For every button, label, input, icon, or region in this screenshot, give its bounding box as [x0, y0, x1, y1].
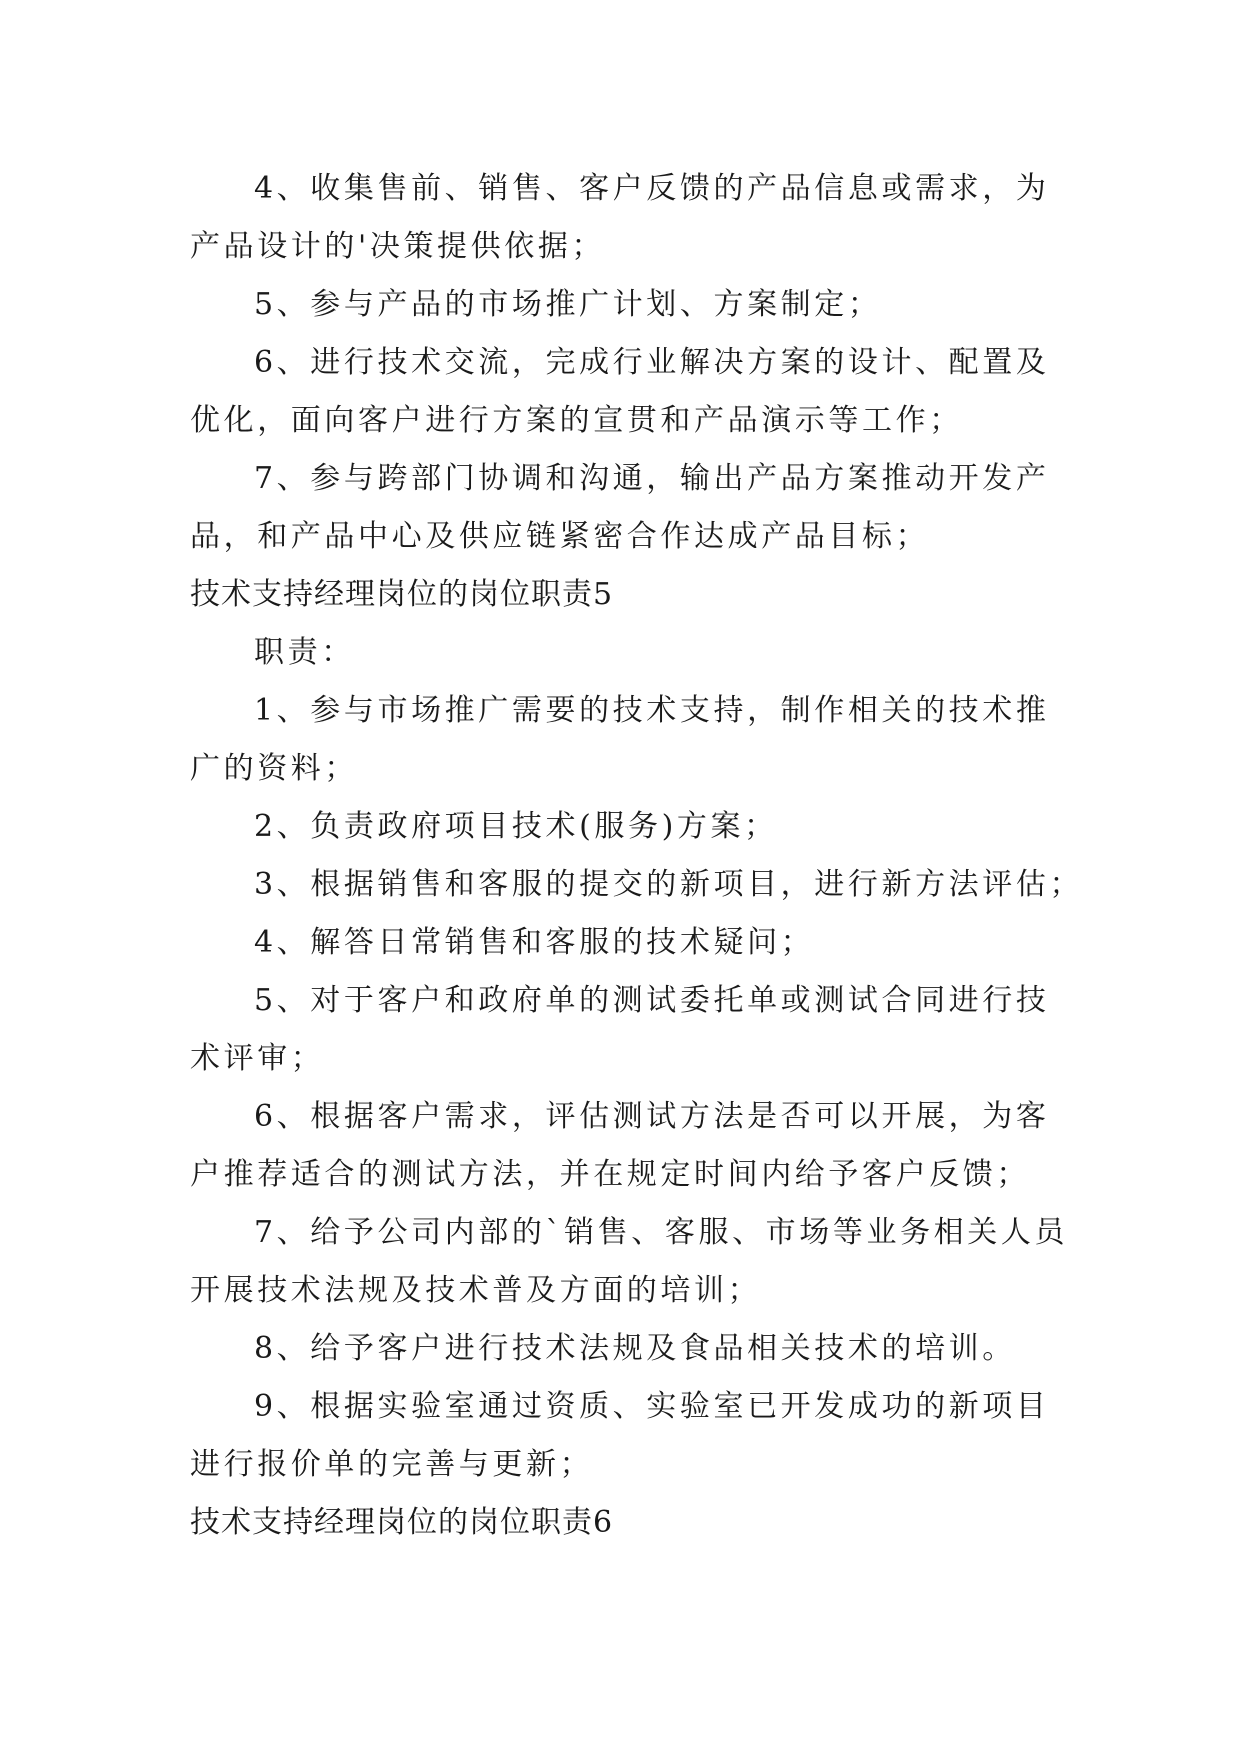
- text-line: 术评审；: [190, 1041, 325, 1076]
- text-line: 3、根据销售和客服的提交的新项目，进行新方法评估；: [254, 867, 1084, 902]
- paragraph-duty-3: [190, 856, 1084, 914]
- paragraph-duty-1: [190, 682, 1070, 798]
- section-heading-5: [190, 566, 1070, 624]
- paragraph-item-5-marketing-plan: [190, 276, 1070, 334]
- text-line: 职责：: [254, 635, 355, 670]
- text-line: 产品设计的'决策提供依据；: [190, 229, 606, 264]
- section-heading-6: [190, 1494, 1070, 1552]
- paragraph-duty-6: [190, 1088, 1070, 1204]
- heading-text: 技术支持经理岗位的岗位职责5: [190, 577, 614, 612]
- text-line: 广的资料；: [190, 751, 358, 786]
- text-line: 9、根据实验室通过资质、实验室已开发成功的新项目: [254, 1389, 1050, 1424]
- text-line: 1、参与市场推广需要的技术支持，制作相关的技术推: [254, 693, 1050, 728]
- paragraph-duty-4: [190, 914, 1070, 972]
- text-line: 7、参与跨部门协调和沟通，输出产品方案推动开发产: [254, 461, 1050, 496]
- paragraph-duty-8: [190, 1320, 1070, 1378]
- text-line: 开展技术法规及技术普及方面的培训；: [190, 1273, 762, 1308]
- paragraph-duty-5: [190, 972, 1070, 1088]
- text-line: 5、参与产品的市场推广计划、方案制定；: [254, 287, 882, 322]
- document-body: [190, 160, 1084, 1552]
- text-line: 6、进行技术交流，完成行业解决方案的设计、配置及: [254, 345, 1050, 380]
- paragraph-duty-7: [190, 1204, 1070, 1320]
- text-line: 优化，面向客户进行方案的宣贯和产品演示等工作；: [190, 403, 963, 438]
- heading-text: 技术支持经理岗位的岗位职责6: [190, 1505, 614, 1540]
- text-line: 进行报价单的完善与更新；: [190, 1447, 594, 1482]
- text-line: 7、给予公司内部的`销售、客服、市场等业务相关人员: [254, 1215, 1069, 1250]
- text-line: 2、负责政府项目技术(服务)方案；: [254, 809, 778, 844]
- text-line: 6、根据客户需求，评估测试方法是否可以开展，为客: [254, 1099, 1050, 1134]
- paragraph-item-7-cross-department: [190, 450, 1070, 566]
- text-line: 户推荐适合的测试方法，并在规定时间内给予客户反馈；: [190, 1157, 1030, 1192]
- paragraph-item-6-tech-exchange: [190, 334, 1070, 450]
- paragraph-duty-9: [190, 1378, 1070, 1494]
- paragraph-item-4-feedback: [190, 160, 1070, 276]
- text-line: 4、解答日常销售和客服的技术疑问；: [254, 925, 815, 960]
- text-line: 4、收集售前、销售、客户反馈的产品信息或需求，为: [254, 171, 1050, 206]
- paragraph-duties-label: [190, 624, 1070, 682]
- text-line: 8、给予客户进行技术法规及食品相关技术的培训。: [254, 1331, 1016, 1366]
- text-line: 品，和产品中心及供应链紧密合作达成产品目标；: [190, 519, 930, 554]
- paragraph-duty-2: [190, 798, 1070, 856]
- text-line: 5、对于客户和政府单的测试委托单或测试合同进行技: [254, 983, 1050, 1018]
